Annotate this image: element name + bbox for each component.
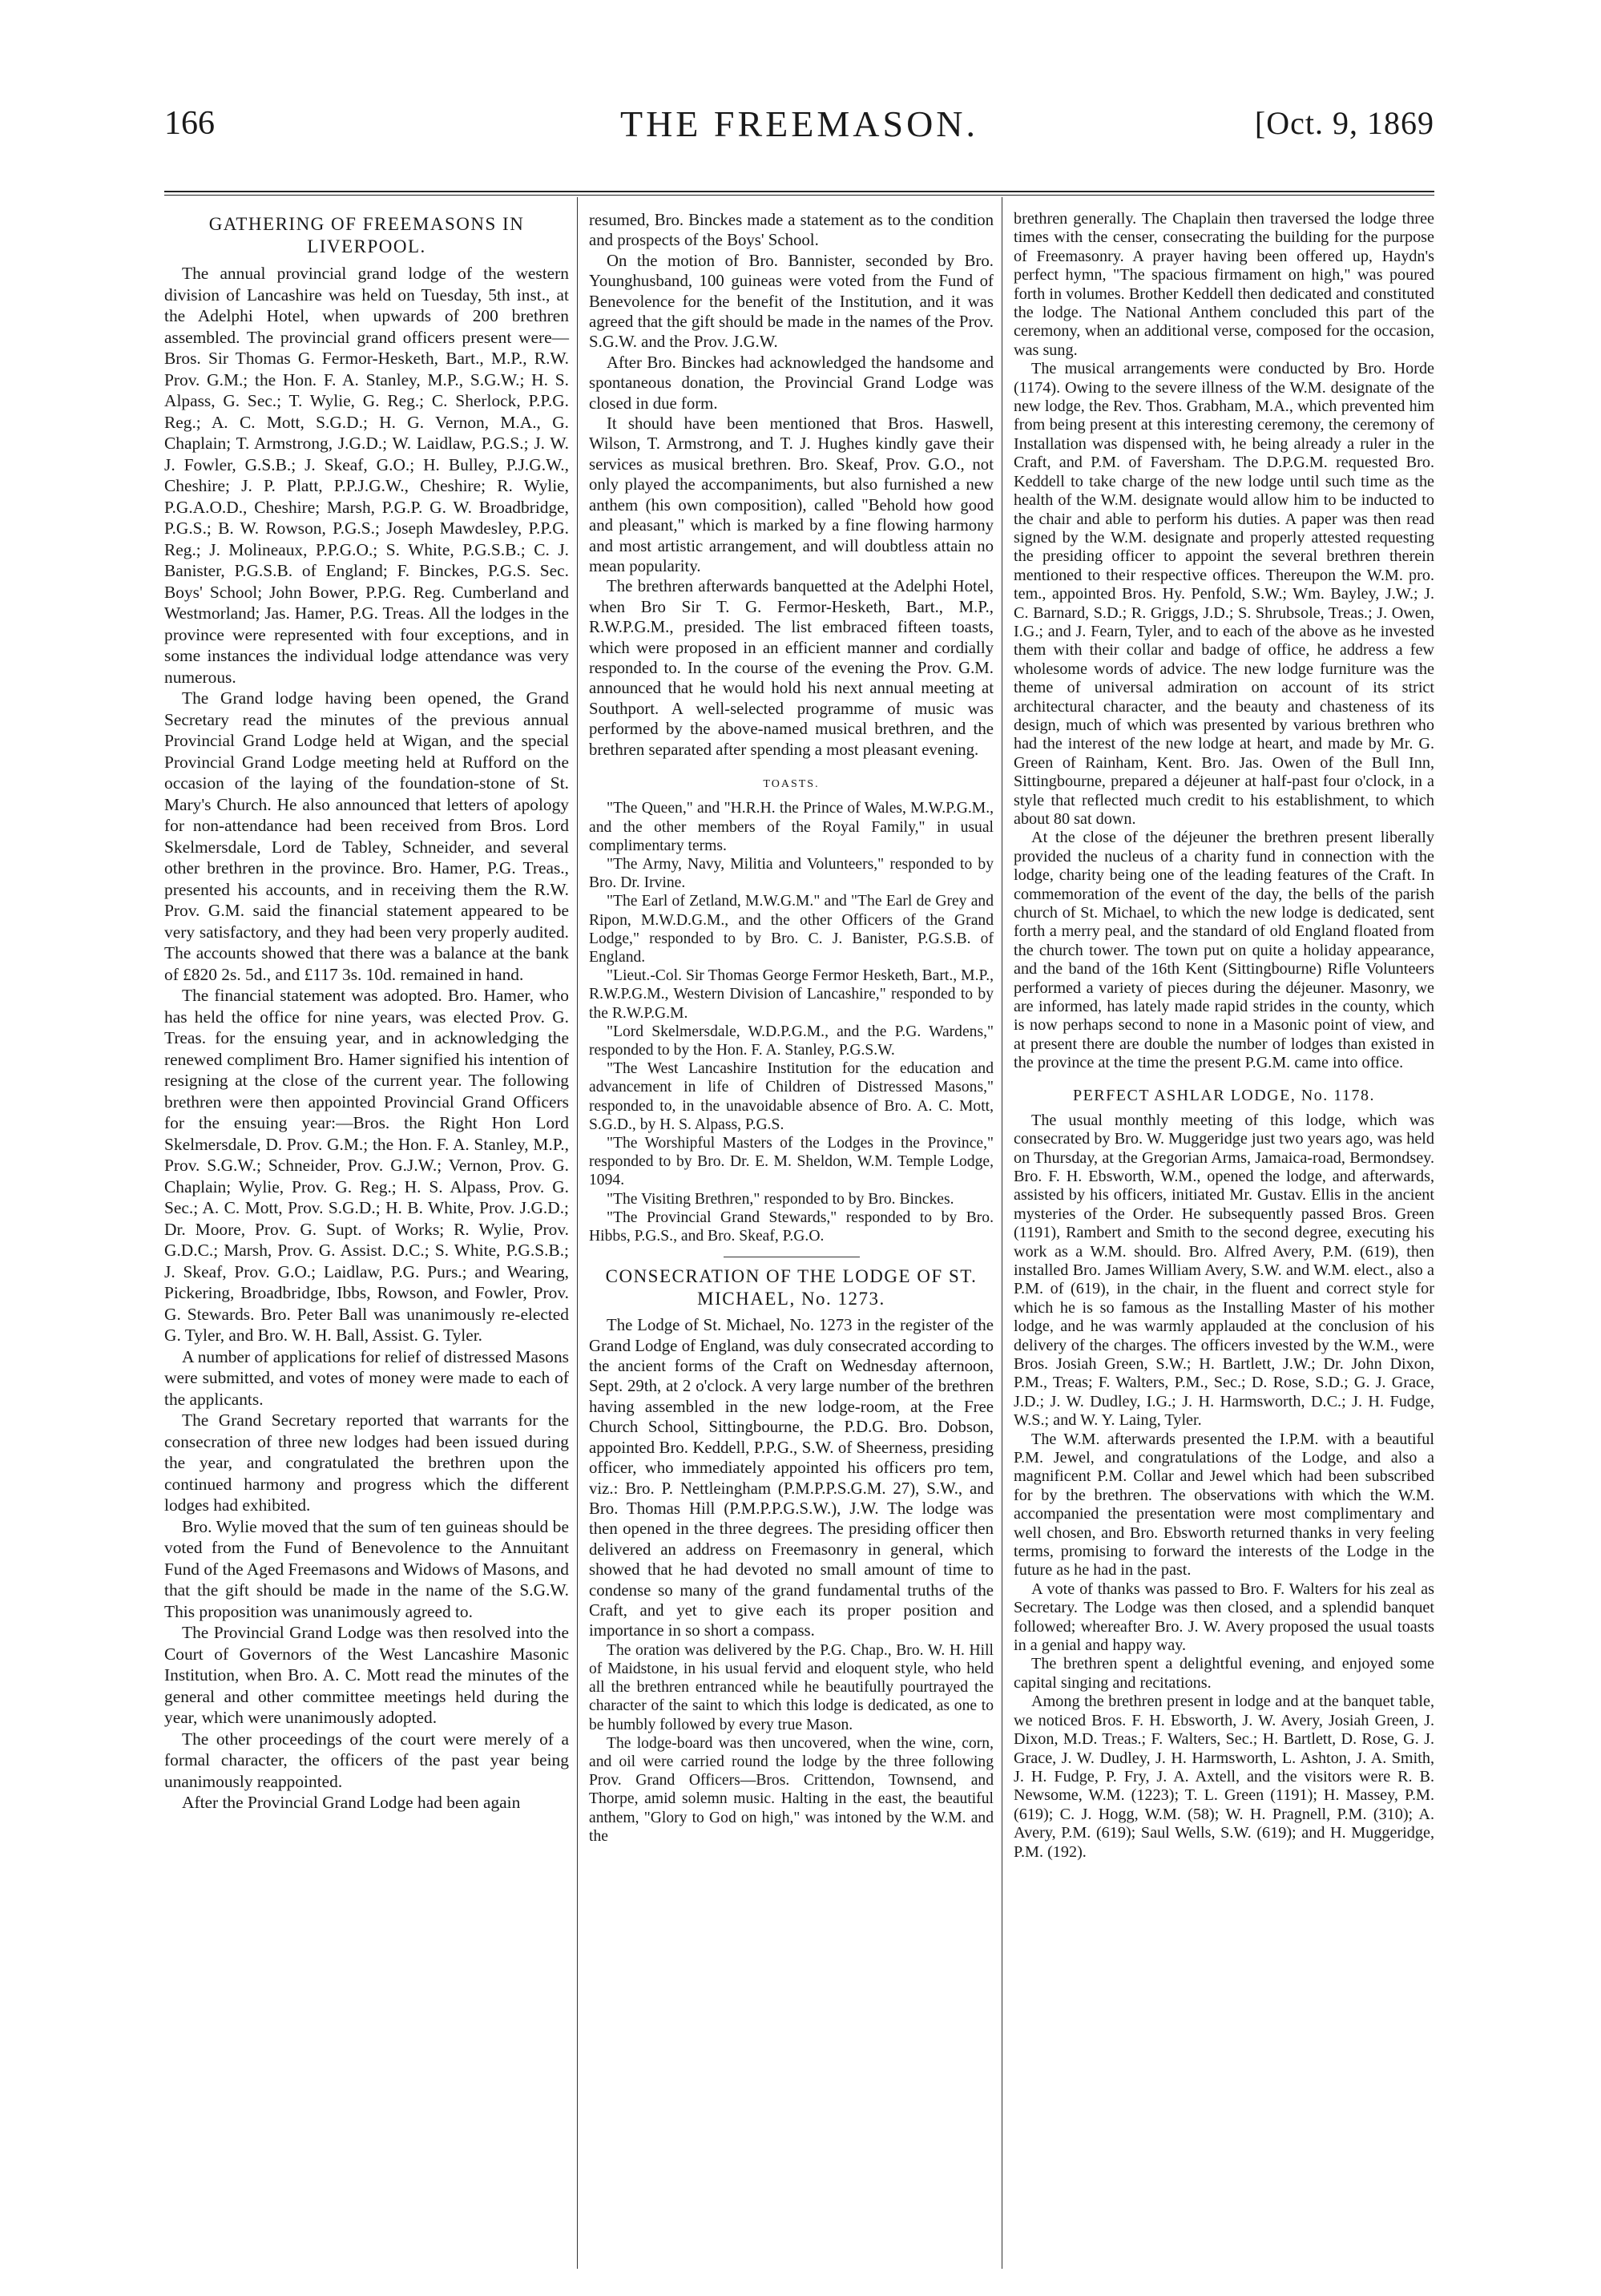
toast-item: "Lieut.-Col. Sir Thomas George Fermor Hesketh, Bart., M.P., R.W.P.G.M., Western Division of Lancashire," responded to by the R.W.P.G.M. (589, 967, 994, 1022)
article-heading: GATHERING OF FREEMASONS IN LIVERPOOL. (208, 214, 525, 256)
paragraph: After the Provincial Grand Lodge had been again (182, 1793, 521, 1812)
column-3 (1014, 210, 1434, 1862)
paragraph: Bro. Wylie moved that the sum of ten guineas should be voted from the Fund of Benevolence to the Annuitant Fund of the Aged Freemasons and Widows of Masons, and that the gift should be made in the name of the S.G.W. This proposition was unanimously agreed to. (164, 1516, 569, 1621)
paragraph: The Provincial Grand Lodge was then resolved into the Court of Governors of the West Lancashire Masonic Institution, when Bro. A. C. Mott read the minutes of the general and other committee meetings held during the year, which were unanimously adopted. (164, 1623, 569, 1727)
paragraph: The oration was delivered by the P.G. Chap., Bro. W. H. Hill of Maidstone, in his usual fervid and eloquent style, who held all the brethren entranced while he beautifully pourtrayed the character of the saint to which this lodge is dedicated, as one to be humbly followed by every true Mason. (589, 1641, 994, 1733)
paragraph: The financial statement was adopted. Bro. Hamer, who has held the office for nine years, was elected Prov. G. Treas. for the ensuing year, and in acknowledging the renewed compliment Bro. Hamer signified his intention of resigning at the close of the current year. The following brethren were then appointed Provincial Grand Officers for the ensuing year:—Bros. the Right Hon Lord Skelmersdale, D. Prov. G.M.; the Hon. F. A. Stanley, M.P., Prov. S.G.W.; Schneider, Prov. G.J.W.; Vernon, Prov. G. Chaplain; Wylie, Prov. G. Reg.; H. S. Alpass, Prov. G. Sec.; A. C. Mott, Prov. S.G.D.; H. B. White, Prov. J.G.D.; Dr. Moore, Prov. G. Supt. of Works; R. Wylie, Prov. G.D.C.; Marsh, Prov. G. Assist. D.C.; S. White, P.G.S.B.; J. Skeaf, Prov. G.O.; Laidlaw, P.G. Purs.; and Wearing, Pickering, Broadbridge, Ibbs, Rowson, and Fowler, Prov. G. Stewards. Bro. Peter Ball was unanimously re-elected G. Tyler, and Bro. W. H. Ball, Assist. G. Tyler. (164, 986, 569, 1345)
masthead (164, 98, 1434, 154)
paragraph: A number of applications for relief of distressed Masons were submitted, and votes of money were made to each of the applicants. (164, 1346, 569, 1409)
masthead-rule-thin (164, 195, 1434, 196)
toast-item: "The Army, Navy, Militia and Volunteers," responded to by Bro. Dr. Irvine. (589, 855, 994, 892)
page-number: 166 (164, 105, 215, 142)
paragraph: The brethren spent a delightful evening, and enjoyed some capital singing and recitations. (1014, 1655, 1434, 1692)
toast-item: "The Earl of Zetland, M.W.G.M." and "The Earl de Grey and Ripon, M.W.D.G.M., and the other Officers of the Grand Lodge," responded to by Bro. C. J. Banister, P.G.S.B. of England. (589, 893, 994, 966)
article-heading: PERFECT ASHLAR LODGE, No. 1178. (1072, 1086, 1376, 1104)
paragraph: brethren generally. The Chaplain then traversed the lodge three times with the censer, consecrating the building for the purpose of Freemasonry. A prayer having been offered up, Haydn's perfect hymn, "The spacious firmament on high," was poured forth in volumes. Brother Keddell then dedicated and constituted the lodge. The National Anthem concluded this part of the ceremony, when an additional verse, composed for the occasion, was sung. (1014, 210, 1434, 359)
paragraph: Among the brethren present in lodge and at the banquet table, we noticed Bros. F. H. Ebsworth, J. W. Avery, Josiah Green, J. Dixon, M.D. Treas.; F. Walters, Sec.; H. Bartlett, D. Rose, G. J. Grace, J. W. Dudley, J. H. Harmsworth, L. Ashton, J. A. Smith, J. H. Fudge, P. Fry, J. A. Axtell, and the visitors were R. B. Newsome, W.M. (1223); T. L. Green (1191); H. Massey, P.M. (619); C. J. Hogg, W.M. (58); W. H. Pragnell, P.M. (310); A. Avery, P.M. (619); Saul Wells, S.W. (619); and H. Muggeridge, P.M. (192). (1014, 1693, 1434, 1861)
paragraph: The Grand lodge having been opened, the Grand Secretary read the minutes of the previous annual Provincial Grand Lodge held at Wigan, and the special Provincial Grand Lodge meeting held at Rufford on the occasion of the laying of the foundation-stone of St. Mary's Church. He also announced that letters of apology for non-attendance had been received from Bros. Lord Skelmersdale, Lord de Tabley, Schneider, and several other brethren in the province. Bro. Hamer, P.G. Treas., presented his accounts, and in receiving them the R.W. Prov. G.M. said the financial statement appeared to be very satisfactory, and they had been very properly audited. The accounts showed that there was a balance at the bank of £820 2s. 5d., and £117 3s. 10d. remained in hand. (164, 688, 569, 984)
paragraph: The usual monthly meeting of this lodge, which was consecrated by Bro. W. Muggeridge just two years ago, was held on Thursday, at the Gregorian Arms, Jamaica-road, Bermondsey. Bro. F. H. Ebsworth, W.M., opened the lodge, and afterwards, assisted by his officers, initiated Mr. Gustav. Ellis in the ancient mysteries of the Order. He subsequently passed Bros. Green (1191), Rambert and Smith to the second degree, executing his work as a W.M. should. Bro. Alfred Avery, P.M. (619), then installed Bro. James William Avery, S.W. and W.M. elect., also a P.M. of (619), in the chair, in the fluent and correct style for which he is so famous as the Installing Master of his mother lodge, and he was warmly applauded at the conclusion of his delivery of the charges. The officers invested by the W.M., were Bros. Josiah Green, S.W.; H. Bartlett, J.W.; Dr. John Dixon, P.M., Treas; F. Walters, P.M., Sec.; D. Rose, S.D.; G. J. Grace, J.D.; J. W. Dudley, I.G.; J. H. Harmsworth, D.C.; J. H. Fudge, W.S.; and W. Y. Laing, Tyler. (1014, 1111, 1434, 1430)
paragraph: The W.M. afterwards presented the I.P.M. with a beautiful P.M. Jewel, and congratulations of the Lodge, and also a magnificent P.M. Collar and Jewel which had been subscribed for by the brethren. The observations with which the W.M. accompanied the presentation were most complimentary and well chosen, and Bro. Ebsworth returned thanks in very feeling terms, promising to forward the interests of the Lodge in the future as he had in the past. (1014, 1430, 1434, 1580)
small-print-block (589, 1641, 994, 1846)
article-heading: CONSECRATION OF THE LODGE OF ST. MICHAEL, No. 1273. (605, 1266, 978, 1309)
column-1 (164, 210, 569, 1814)
paragraph: The Lodge of St. Michael, No. 1273 in the register of the Grand Lodge of England, was duly consecrated according to the ancient forms of the Craft on Wednesday afternoon, Sept. 29th, at 2 o'clock. A very large number of the brethren having assembled in the new lodge-room, at the Free Church School, Sittingbourne, the P.D.G. Bro. Dobson, appointed Bro. Keddell, P.P.G., S.W. of Sheerness, presiding officer, who immediately appointed his officers pro tem, viz.: Bro. P. Nettleingham (P.M.P.P.S.G.M. 27), S.W., and Bro. Thomas Hill (P.M.P.P.G.S.W.), J.W. The lodge was then opened in the three degrees. The presiding officer then delivered an address on Freemasonry in general, which showed that he had devoted no small amount of time to condense so many of the grand fundamental truths of the Craft, and yet to give each its proper position and importance in so short a compass. (589, 1316, 994, 1640)
toasts-list (589, 799, 994, 1245)
column-divider (577, 197, 578, 2269)
paragraph: resumed, Bro. Binckes made a statement as to the condition and prospects of the Boys' School. (589, 211, 994, 250)
paragraph: The other proceedings of the court were merely of a formal character, the officers of the past year being unanimously reappointed. (164, 1729, 569, 1791)
paragraph: The brethren afterwards banquetted at the Adelphi Hotel, when Bro Sir T. G. Fermor-Hesketh, Bart., M.P., R.W.P.G.M., presided. The list embraced fifteen toasts, which were proposed in an efficient manner and cordially responded to. In the course of the evening the Prov. G.M. announced that he would hold his next annual meeting at Southport. A well-selected programme of music was performed by the above-named musical brethren, and the brethren separated after spending a most pleasant evening. (589, 577, 994, 759)
paragraph: The lodge-board was then uncovered, when the wine, corn, and oil were carried round the lodge by the three following Prov. Grand Officers—Bros. Crittendon, Townsend, and Thorpe, amid solemn music. Halting in the east, the beautiful anthem, "Glory to God on high," was intoned by the W.M. and the (589, 1734, 994, 1845)
masthead-rule (164, 191, 1434, 192)
toast-item: "The West Lancashire Institution for the education and advancement in life of Children of Distressed Masons," responded to, in the unavoidable absence of Bro. A. C. Mott, S.G.D., by H. S. Alpass, P.G.S. (589, 1060, 994, 1133)
toast-item: "The Visiting Brethren," responded to by Bro. Binckes. (607, 1190, 954, 1208)
toasts-heading: TOASTS. (763, 777, 820, 790)
paragraph: After Bro. Binckes had acknowledged the handsome and spontaneous donation, the Provincial Grand Lodge was closed in due form. (589, 353, 994, 413)
paragraph: On the motion of Bro. Bannister, seconded by Bro. Younghusband, 100 guineas were voted from the Fund of Benevolence for the benefit of the Institution, and it was agreed that the gift should be made in the names of the Prov. S.G.W. and the Prov. J.G.W. (589, 251, 994, 352)
toast-item: "The Worshipful Masters of the Lodges in the Province," responded to by Bro. Dr. E. M. Sheldon, W.M. Temple Lodge, 1094. (589, 1135, 994, 1189)
paragraph: A vote of thanks was passed to Bro. F. Walters for his zeal as Secretary. The Lodge was then closed, and a splendid banquet followed; whereafter Bro. J. W. Avery proposed the usual toasts in a genial and happy way. (1014, 1580, 1434, 1655)
toast-item: "The Provincial Grand Stewards," responded to by Bro. Hibbs, P.G.S., and Bro. Skeaf, P.G.O. (589, 1209, 994, 1245)
paragraph: The musical arrangements were conducted by Bro. Horde (1174). Owing to the severe illness of the W.M. designate of the new lodge, the Rev. Thos. Grabham, M.A., which prevented him from being present at this interesting ceremony, the ceremony of Installation was dispensed with, he being already a ruler in the Craft, and P.M. of Faversham. The D.P.G.M. requested Bro. Keddell to take charge of the new lodge until such time as the health of the W.M. designate would allow him to be inducted to the chair and able to perform his duties. A paper was then read signed by the W.M. designate and properly attested requesting the presiding officer to appoint the several brethren therein mentioned to their respective offices. Thereupon the W.M. pro. tem., appointed Bros. Hy. Penfold, S.W.; Wm. Bayley, J.W.; J. C. Barnard, S.D.; R. Griggs, J.D.; S. Shrubsole, Treas.; J. Owen, I.G.; and J. Fearn, Tyler, and to each of the above as he invested them with their collar and badge of office, he address a few wholesome words of advice. The new lodge furniture was the theme of universal admiration on account of its strict architectural character, and the beauty and chasteness of its design, much of which was presented by various brethren who had the interest of the new lodge at heart, and made by Mr. G. Green of Rainham, Kent. Bro. Jas. Owen of the Bull Inn, Sittingbourne, prepared a déjeuner at half-past four o'clock, in a style that reflected much credit to his establishment, to which about 80 sat down. (1014, 360, 1434, 828)
paragraph: The annual provincial grand lodge of the western division of Lancashire was held on Tuesday, 5th inst., at the Adelphi Hotel, when upwards of 200 brethren assembled. The provincial grand officers present were—Bros. Sir Thomas G. Fermor-Hesketh, Bart., M.P., R.W. Prov. G.M.; the Hon. F. A. Stanley, M.P., S.G.W.; H. S. Alpass, G. Sec.; T. Wylie, G. Reg.; C. Sherlock, P.P.G. Reg.; A. C. Mott, S.G.D.; H. G. Vernon, M.A., G. Chaplain; T. Armstrong, J.G.D.; W. Laidlaw, P.G.S.; J. W. J. Fowler, G.S.B.; J. Skeaf, G.O.; H. Bulley, P.J.G.W., Cheshire; J. P. Platt, P.P.J.G.W., Cheshire; R. Wylie, P.G.A.O.D., Cheshire; Marsh, P.G.P. G. W. Broadbridge, P.G.S.; B. W. Rowson, P.G.S.; Joseph Mawdesley, P.P.G. Reg.; J. Molineaux, P.P.G.O.; S. White, P.G.S.B.; C. J. Banister, P.G.S.B. of England; F. Binckes, P.G.S. Sec. Boys' School; John Bower, P.P.G. Reg. Cumberland and Westmorland; Jas. Hamer, P.G. Treas. All the lodges in the province were represented with four exceptions, and in some instances the individual lodge attendance was very numerous. (164, 264, 569, 687)
column-2 (589, 210, 994, 1846)
newspaper-title: THE FREEMASON. (619, 103, 979, 144)
paragraph: It should have been mentioned that Bros. Haswell, Wilson, T. Armstrong, and T. J. Hughes kindly gave their services as musical brethren. Bro. Skeaf, Prov. G.O., not only played the accompaniments, but also furnished a new anthem (his own composition), called "Behold how good and pleasant," which is marked by a fine flowing harmony and most artistic arrangement, and will doubtless attain no mean popularity. (589, 414, 994, 575)
toast-item: "The Queen," and "H.R.H. the Prince of Wales, M.W.P.G.M., and the other members of the Royal Family," in usual complimentary terms. (589, 800, 994, 854)
issue-date: [Oct. 9, 1869 (1254, 105, 1434, 141)
paragraph: At the close of the déjeuner the brethren present liberally provided the nucleus of a charity fund in connection with the lodge, charity being one of the leading features of the Craft. In commemoration of the event of the day, the bells of the parish church of St. Michael, to which the new lodge is dedicated, sent forth a merry peal, and the standard of old England floated from the church tower. The town put on quite a holiday appearance, and the band of the 16th Kent (Sittingbourne) Rifle Volunteers performed a variety of pieces during the déjeuner. Masonry, we are informed, has lately made rapid strides in the county, which is now perhaps second to none in a Masonic point of view, and at present there are double the number of lodges than existed in the province at the time the present P.G.M. came into office. (1014, 829, 1434, 1072)
toast-item: "Lord Skelmersdale, W.D.P.G.M., and the P.G. Wardens," responded to by the Hon. F. A. Stanley, P.G.S.W. (589, 1023, 994, 1059)
paragraph: The Grand Secretary reported that warrants for the consecration of three new lodges had been issued during the year, and congratulated the brethren upon the continued harmony and progress which the different lodges had exhibited. (164, 1410, 569, 1515)
